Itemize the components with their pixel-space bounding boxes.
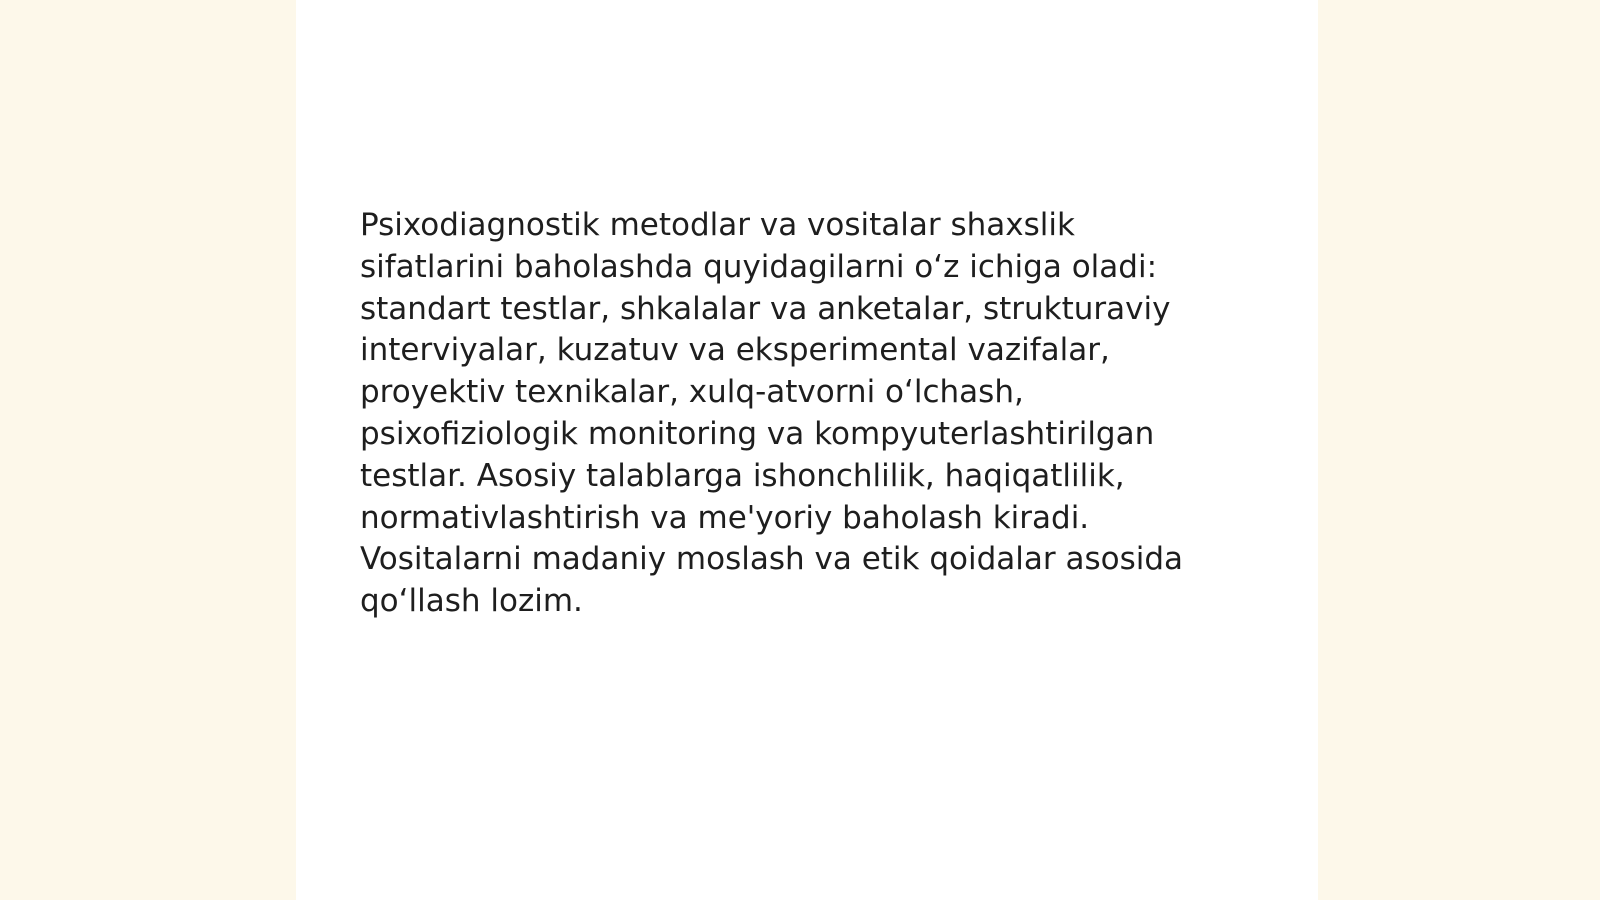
body-line: testlar. Asosiy talablarga ishonchlilik, haqiqatlilik, [360,457,1125,494]
body-line: normativlashtirish va me'yoriy baholash kiradi. [360,499,1090,536]
slide-body-text [360,205,1240,623]
body-line: qoʻllash lozim. [360,583,583,620]
body-line: interviyalar, kuzatuv va eksperimental vazifalar, [360,332,1110,369]
body-line: Vositalarni madaniy moslash va etik qoidalar asosida [360,541,1184,578]
body-line: Psixodiagnostik metodlar va vositalar shaxslik [360,207,1075,243]
body-line: standart testlar, shkalalar va anketalar, strukturaviy [360,290,1171,327]
body-line: sifatlarini baholashda quyidagilarni oʻz ichiga oladi: [360,248,1158,285]
body-line: proyektiv texnikalar, xulq-atvorni oʻlchash, [360,374,1024,411]
body-line: psixofiziologik monitoring va kompyuterlashtirilgan [360,415,1155,452]
